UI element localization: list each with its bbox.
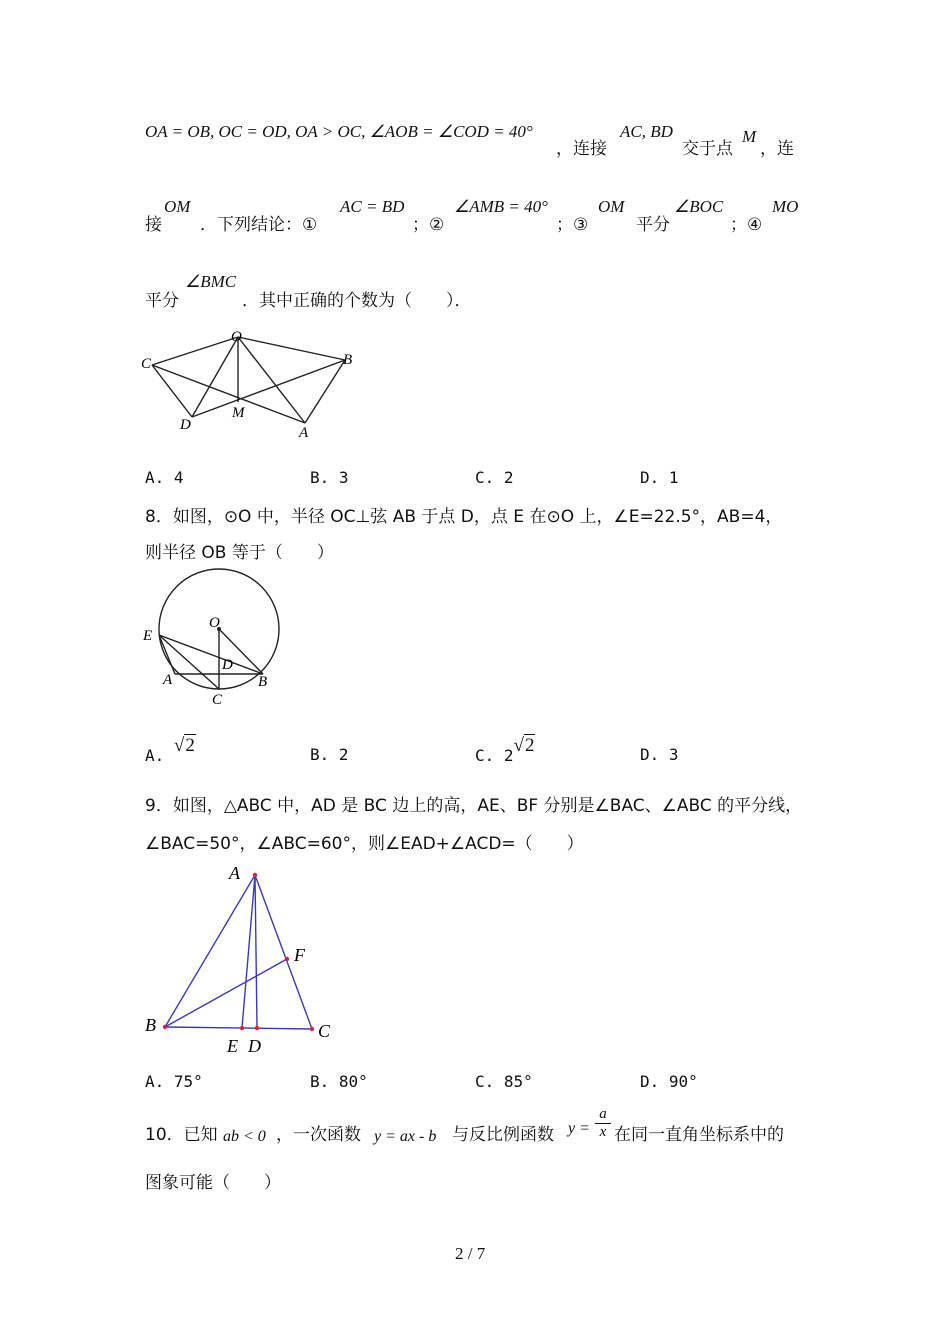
q10-stem-line2: 图象可能（ ） [145, 1173, 281, 1193]
q8-option-a[interactable] [145, 735, 196, 767]
q10-text-inverse: 与反比例函数 [452, 1125, 554, 1145]
q9-option-d[interactable]: D. 90° [640, 1072, 698, 1091]
q9-label-c: C [318, 1021, 331, 1041]
q7-label-d: D [180, 417, 191, 433]
q7-text-jie: 接 [145, 215, 162, 235]
q9-stem-line2: ∠BAC=50°，∠ABC=60°，则∠EAD+∠ACD=（ ） [145, 834, 584, 854]
q8-label-e: E [143, 628, 153, 644]
q7-text-connect: ，连接 [556, 139, 607, 159]
q7-math-ac-eq-bd: AC = BD [340, 197, 405, 216]
q7-math-om: OM [164, 197, 191, 216]
q7-label-o: O [231, 329, 242, 345]
q7-option-a[interactable]: A. 4 [145, 468, 184, 487]
q9-figure [140, 860, 350, 1060]
q7-option-d[interactable]: D. 1 [640, 468, 679, 487]
q7-text-bisect: 平分 [636, 215, 670, 235]
q7-math-boc: ∠BOC [674, 197, 724, 216]
q7-label-a: A [299, 425, 309, 440]
q9-label-f: F [294, 945, 305, 965]
q7-text-lian: ，连 [760, 139, 794, 159]
q8-label-c: C [212, 692, 223, 708]
q7-math-mo: MO [772, 197, 799, 216]
q8-figure [140, 565, 290, 710]
q7-option-c[interactable]: C. 2 [475, 468, 514, 487]
q7-math-om2: OM [598, 197, 625, 216]
q7-option-b[interactable]: B. 3 [310, 468, 349, 487]
q8-label-o: O [209, 615, 220, 631]
q8-label-d: D [222, 657, 233, 673]
q8-label-b: B [258, 674, 268, 690]
q7-text-c3: ；③ [556, 215, 589, 235]
q10-fraction-numerator: a [595, 1106, 611, 1124]
q9-label-a: A [229, 863, 240, 883]
q10-fraction-denominator: x [599, 1124, 607, 1140]
sqrt-icon: √ [513, 735, 524, 756]
q7-text-c4: ；④ [730, 215, 763, 235]
q7-figure [140, 325, 360, 440]
sqrt-icon: √ [173, 735, 185, 756]
q8-option-a-value: 2 [185, 735, 195, 756]
q7-label-c: C [141, 356, 152, 372]
q7-label-b: B [343, 352, 353, 368]
q10-math-y-eq: y = [568, 1120, 590, 1137]
q9-stem-line1: 9．如图，△ABC 中，AD 是 BC 边上的高，AE、BF 分别是∠BAC、∠ABC 的平分线， [145, 796, 803, 816]
q9-option-a[interactable]: A. 75° [145, 1072, 203, 1091]
q10-text-suffix: 在同一直角坐标系中的 [614, 1125, 784, 1145]
q10-math-condition: ab < 0 [223, 1128, 266, 1145]
q7-label-m: M [232, 405, 245, 421]
q9-label-e: E [227, 1036, 238, 1056]
q7-text-conclusions: ．下列结论：① [200, 215, 318, 235]
q7-math-ac-bd: AC, BD [620, 122, 673, 141]
q8-stem-line1: 8．如图，⊙O 中，半径 OC⊥弦 AB 于点 D，点 E 在⊙O 上，∠E=22.5°，AB=4， [145, 507, 783, 527]
q7-text-bisect2: 平分 [145, 291, 179, 311]
page-number: 2 / 7 [455, 1244, 486, 1263]
q8-label-a: A [163, 672, 173, 688]
q8-stem-line2: 则半径 OB 等于（ ） [145, 543, 334, 563]
q8-option-c-letter: C. 2 [475, 746, 514, 765]
q10-math-linear-func: y = ax - b [374, 1128, 437, 1145]
q10-fraction [595, 1106, 611, 1141]
q7-text-c2: ；② [412, 215, 445, 235]
q10-text-prefix: 10．已知 [145, 1125, 218, 1145]
q7-math-bmc: ∠BMC [185, 272, 237, 291]
q8-option-c[interactable] [475, 735, 535, 767]
q7-text-intersect: 交于点 [682, 139, 733, 159]
q9-option-c[interactable]: C. 85° [475, 1072, 533, 1091]
q9-label-d: D [248, 1036, 261, 1056]
q7-math-m: M [742, 127, 757, 146]
q8-option-b[interactable]: B. 2 [310, 745, 349, 764]
q10-text-linear: ，一次函数 [276, 1125, 361, 1145]
q7-math-amb: ∠AMB = 40° [454, 197, 548, 216]
q8-option-c-value: 2 [524, 735, 535, 756]
q9-option-b[interactable]: B. 80° [310, 1072, 368, 1091]
q7-text-question: ．其中正确的个数为（ ）． [242, 291, 472, 311]
q7-condition-math: OA = OB, OC = OD, OA > OC, ∠AOB = ∠COD = 40° [145, 122, 533, 141]
q9-label-b: B [145, 1015, 156, 1035]
q8-option-d[interactable]: D. 3 [640, 745, 679, 764]
q8-option-a-letter: A. [145, 746, 165, 765]
